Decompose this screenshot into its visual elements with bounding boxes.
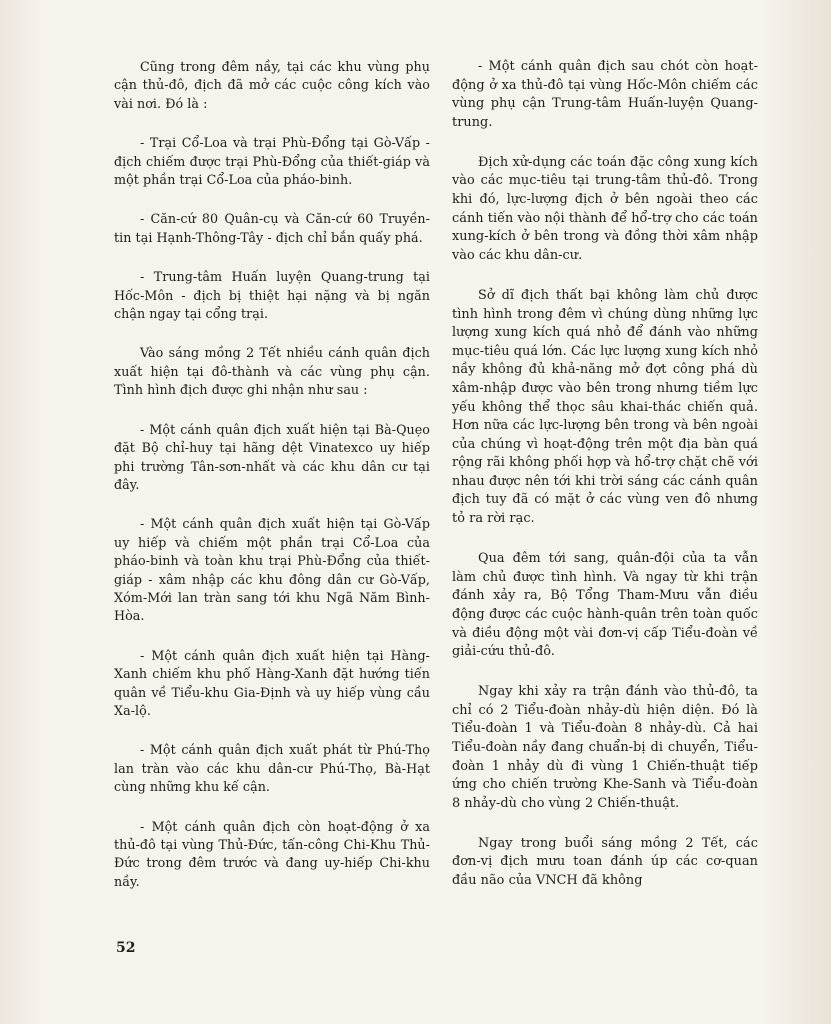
paragraph: Ngay khi xảy ra trận đánh vào thủ-đô, ta chỉ có 2 Tiểu-đoàn nhảy-dù hiện diện. Đó là Tiểu-đoàn 1 và Tiểu-đoàn 8 nhảy-dù. Cả hai Tiểu-đoàn nầy đang chuẩn-bị di chuyển, Tiểu-đoàn 1 nhảy dù đi vùng 1 Chiến-thuật tiếp ứng cho chiến trường Khe-Sanh và Tiểu-đoàn 8 nhảy-dù cho vùng 2 Chiến-thuật. bbox=[452, 684, 758, 811]
paragraph: - Một cánh quân địch xuất hiện tại Gò-Vấp uy hiếp và chiếm một phần trại Cổ-Loa của pháo-binh và toàn khu trại Phù-Đổng của thiết-giáp - xâm nhập các khu đông dân cư Gò-Vấp, Xóm-Mới lan tràn sang tới khu Ngã Năm Bình-Hòa. bbox=[114, 516, 430, 624]
paragraph: - Một cánh quân địch xuất phát từ Phú-Thọ lan tràn vào các khu dân-cư Phú-Thọ, Bà-Hạt cùng những khu kế cận. bbox=[114, 742, 430, 795]
paragraph: - Căn-cứ 80 Quân-cụ và Căn-cứ 60 Truyền-tin tại Hạnh-Thông-Tây - địch chỉ bắn quấy phá. bbox=[114, 211, 430, 245]
paragraph: Sở dĩ địch thất bại không làm chủ được tình hình trong đêm vì chúng dùng những lực lượng xung kích quá nhỏ để đánh vào những mục-tiêu quá lớn. Các lực lượng xung kích nhỏ nầy không đủ khả-năng mở đợt công phá dù xâm-nhập được vào bên trong nhưng tiềm lực yếu không thể thọc sâu khai-thác chiến quả. Hơn nữa các lực-lượng bên trong và bên ngoài của chúng vì hoạt-động trên một địa bàn quá rộng rãi không phối hợp và hổ-trợ chặt chẽ với nhau được nên tới khi trời sáng các cánh quân địch tuy đã có mặt ở các vùng ven đô nhưng tỏ ra rời rạc. bbox=[452, 287, 758, 527]
right-column bbox=[452, 58, 758, 912]
paragraph: - Trại Cổ-Loa và trại Phù-Đổng tại Gò-Vấp - địch chiếm được trại Phù-Đổng của thiết-giáp và một phần trại Cổ-Loa của pháo-binh. bbox=[114, 135, 430, 188]
paragraph: Cũng trong đêm nầy, tại các khu vùng phụ cận thủ-đô, địch đã mở các cuộc công kích vào vài nơi. Đó là : bbox=[114, 59, 430, 111]
paragraph: Qua đêm tới sang, quân-đội của ta vẫn làm chủ được tình hình. Và ngay từ khi trận đánh xảy ra, Bộ Tổng Tham-Mưu vẫn điều động được các cuộc hành-quân trên toàn quốc và điều động một vài đơn-vị cấp Tiểu-đoàn về giải-cứu thủ-đô. bbox=[452, 551, 758, 660]
paragraph: - Một cánh quân địch sau chót còn hoạt-động ở xa thủ-đô tại vùng Hốc-Môn chiếm các vùng phụ cận Trung-tâm Huấn-luyện Quang-trung. bbox=[452, 59, 758, 130]
paragraph: - Trung-tâm Huấn luyện Quang-trung tại Hốc-Môn - địch bị thiệt hại nặng và bị ngăn chận ngay tại cổng trại. bbox=[114, 269, 430, 322]
paragraph: Vào sáng mồng 2 Tết nhiều cánh quân địch xuất hiện tại đô-thành và các vùng phụ cận. Tình hình địch được ghi nhận như sau : bbox=[114, 345, 430, 398]
paragraph: - Một cánh quân địch xuất hiện tại Hàng-Xanh chiếm khu phố Hàng-Xanh đặt hướng tiến quân về Tiểu-khu Gia-Định và uy hiếp vùng cầu Xa-lộ. bbox=[114, 647, 430, 718]
paragraph: - Một cánh quân địch xuất hiện tại Bà-Quẹo đặt Bộ chỉ-huy tại hãng dệt Vinatexco uy hiếp phi trường Tân-sơn-nhất và các khu dân cư tại đây. bbox=[114, 421, 430, 492]
paragraph: Địch xử-dụng các toán đặc công xung kích vào các mục-tiêu tại trung-tâm thủ-đô. Trong khi đó, lực-lượng địch ở bên ngoài theo các cánh tiến vào nội thành để hổ-trợ cho các toán xung-kích ở bên trong và đồng thời xâm nhập vào các khu dân-cư. bbox=[452, 154, 758, 263]
page-number: 52 bbox=[116, 940, 136, 956]
left-column bbox=[114, 58, 430, 912]
paragraph: Ngay trong buổi sáng mồng 2 Tết, các đơn-vị địch mưu toan đánh úp các cơ-quan đầu não của VNCH đã không bbox=[452, 835, 758, 889]
paragraph: - Một cánh quân địch còn hoạt-động ở xa thủ-đô tại vùng Thủ-Đức, tấn-công Chi-Khu Thủ-Đức trong đêm trước và đang uy-hiếp Chi-khu nầy. bbox=[114, 818, 430, 889]
